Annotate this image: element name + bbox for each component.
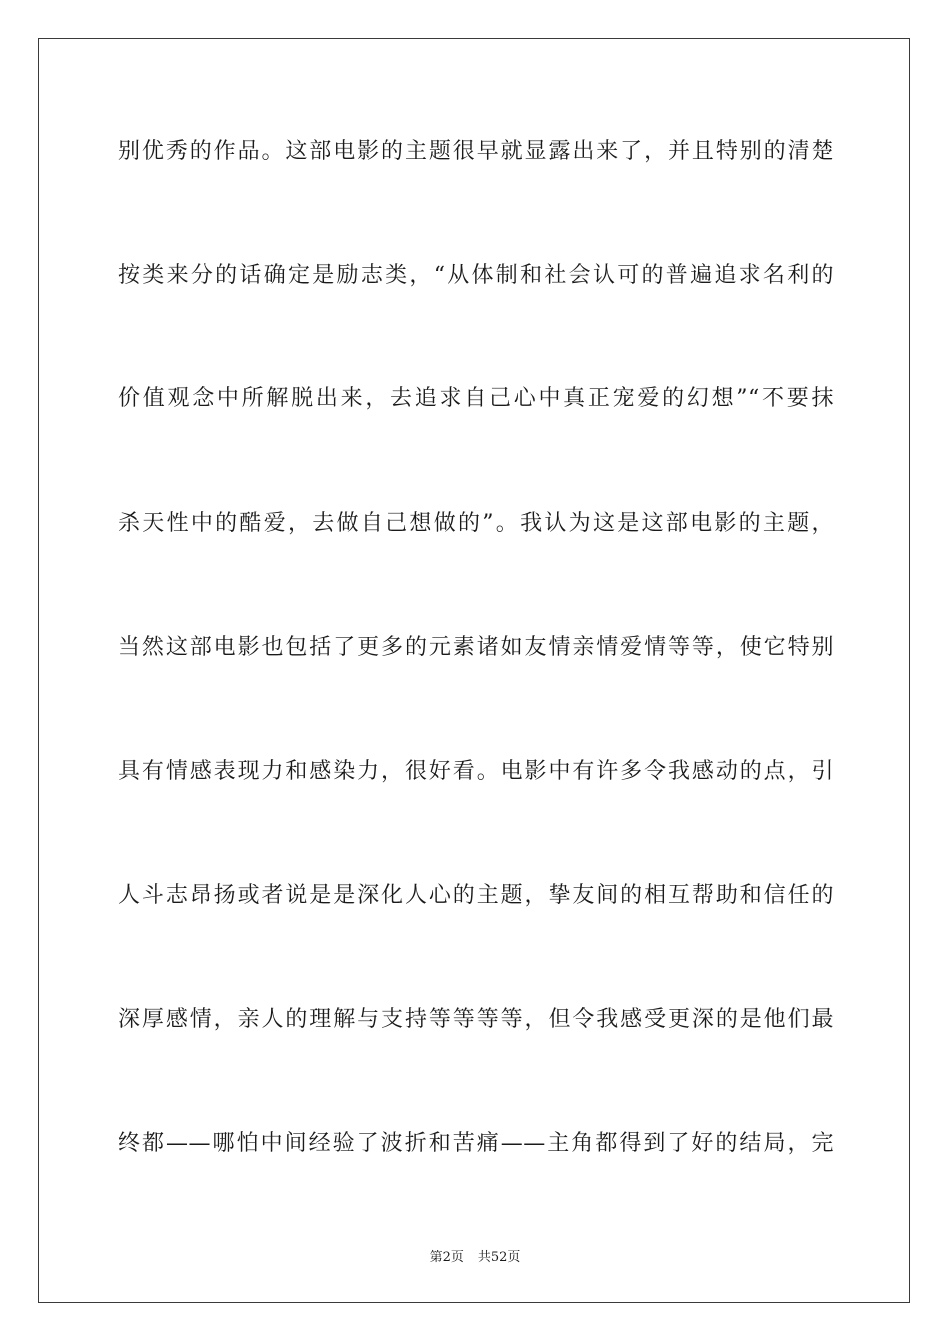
body-text-line: 深厚感情，亲人的理解与支持等等等等，但令我感受更深的是他们最 — [118, 1007, 834, 1032]
body-text-line: 当然这部电影也包括了更多的元素诸如友情亲情爱情等等，使它特别 — [118, 635, 834, 660]
body-text-line: 终都——哪怕中间经验了波折和苦痛——主角都得到了好的结局，完 — [118, 1131, 834, 1156]
body-text-line: 人斗志昂扬或者说是是深化人心的主题，挚友间的相互帮助和信任的 — [118, 883, 834, 908]
body-text-line: 按类来分的话确定是励志类，“从体制和社会认可的普遍追求名利的 — [118, 263, 834, 288]
body-text-line: 杀天性中的酷爱，去做自己想做的”。我认为这是这部电影的主题， — [118, 511, 834, 536]
page-footer — [0, 1246, 950, 1265]
body-text-line: 价值观念中所解脱出来，去追求自己心中真正宠爱的幻想”“不要抹 — [118, 386, 834, 411]
page-number: 第2页 — [429, 1250, 464, 1265]
body-text-line: 别优秀的作品。这部电影的主题很早就显露出来了，并且特别的清楚 — [118, 139, 834, 164]
page-border — [38, 38, 910, 1303]
body-text-line: 具有情感表现力和感染力，很好看。电影中有许多令我感动的点，引 — [118, 759, 834, 784]
page-total: 共52页 — [477, 1250, 521, 1265]
